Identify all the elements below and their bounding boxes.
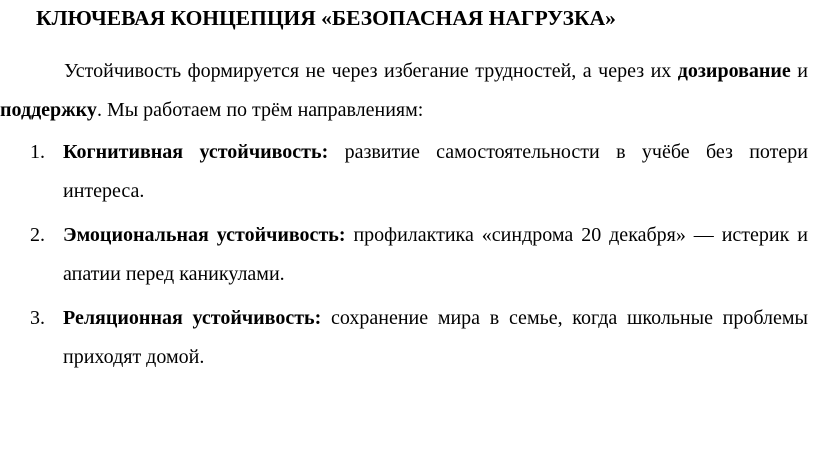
list-item-number: 1. [30,141,45,163]
list-item [0,133,808,211]
list-item-number: 2. [30,224,45,246]
list-item-term: Когнитивная устойчивость: [63,141,329,163]
list-item-description: профилактика «синдрома 20 декабря» — истерик и апатии перед каникулами. [63,224,808,285]
directions-list [0,133,808,382]
intro-text-1: Устойчивость формируется не через избегание трудностей, а через их [64,60,678,82]
intro-bold-dosing: дозирование [677,60,791,82]
list-item [0,299,808,377]
intro-bold-support: поддержку [0,99,97,121]
list-item-number: 3. [30,307,45,329]
intro-text-3: . Мы работаем по трём направлениям: [96,99,424,121]
intro-paragraph [0,52,808,130]
list-item-term: Эмоциональная устойчивость: [63,224,346,246]
document-title: КЛЮЧЕВАЯ КОНЦЕПЦИЯ «БЕЗОПАСНАЯ НАГРУЗКА» [36,6,616,30]
intro-text-2: и [790,60,808,82]
list-item-description: развитие самостоятельности в учёбе без потери интереса. [63,141,808,202]
list-item-term: Реляционная устойчивость: [63,307,322,329]
list-item [0,216,808,294]
list-item-description: сохранение мира в семье, когда школьные проблемы приходят домой. [63,307,808,368]
